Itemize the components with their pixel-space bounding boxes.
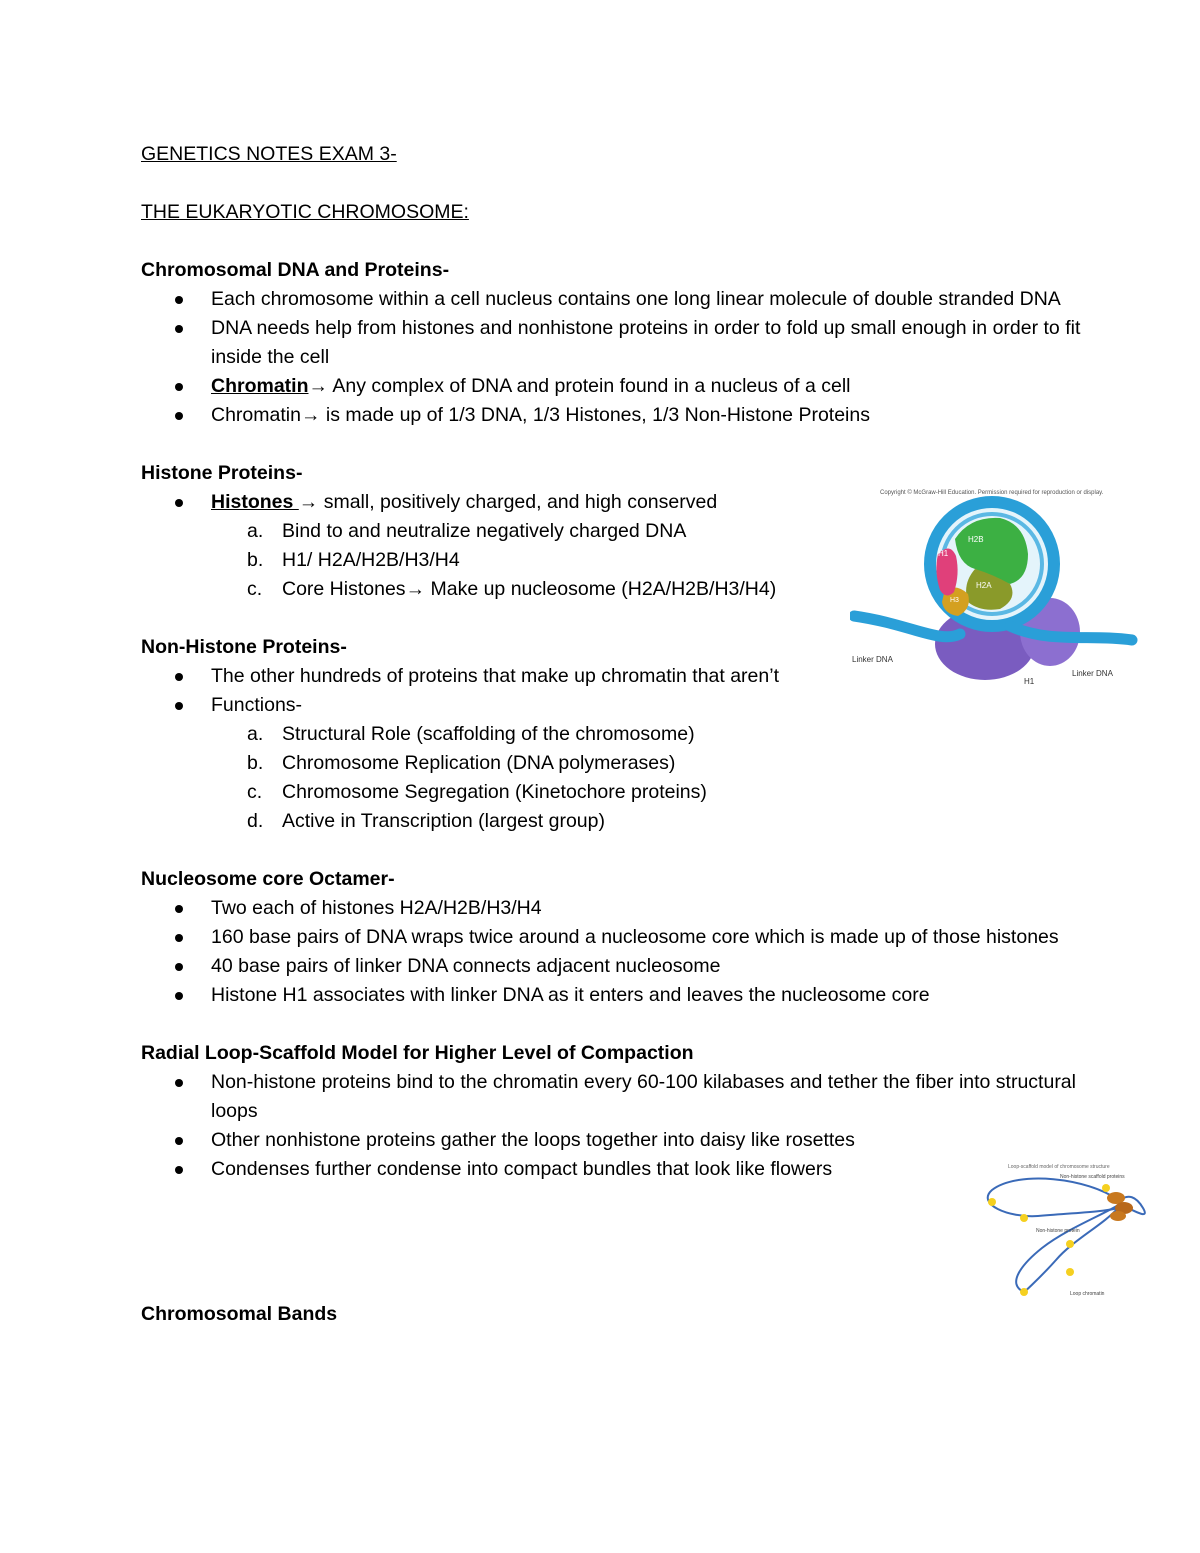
nonhistone-dot — [1066, 1240, 1074, 1248]
label-linker-dna-right: Linker DNA — [1072, 669, 1113, 678]
section-title-non-histone-proteins: Non-Histone Proteins- — [141, 636, 347, 658]
section-title-histone-proteins: Histone Proteins- — [141, 462, 303, 484]
arrow-icon: → — [300, 404, 321, 426]
list-item: b. Chromosome Replication (DNA polymerases) — [247, 752, 676, 774]
chromatin-loop — [1016, 1204, 1120, 1293]
list-item: 40 base pairs of linker DNA connects adjacent nucleosome — [211, 952, 1101, 981]
chromatin-loop — [988, 1179, 1118, 1217]
list-item: c. Core Histones→ Make up nucleosome (H2A/H2B/H3/H4) — [247, 578, 777, 600]
list-item: Histones → small, positively charged, and high conserved — [211, 488, 1101, 517]
loop-scaffold-figure — [978, 1160, 1153, 1300]
list-item: Other nonhistone proteins gather the loops together into daisy like rosettes — [211, 1126, 1101, 1155]
label-h3: H3 — [950, 597, 959, 604]
arrow-icon: → — [405, 578, 426, 600]
section-title-nucleosome-core: Nucleosome core Octamer- — [141, 868, 395, 890]
list-item: c. Chromosome Segregation (Kinetochore proteins) — [247, 781, 707, 803]
arrow-icon: → — [308, 375, 328, 397]
list-item: Chromatin→ is made up of 1/3 DNA, 1/3 Histones, 1/3 Non-Histone Proteins — [211, 401, 1101, 430]
nonhistone-dot — [988, 1198, 996, 1206]
list-item: Functions- — [211, 691, 1101, 720]
section-list-nucleosome — [141, 894, 1101, 1010]
list-item: a. Bind to and neutralize negatively charged DNA — [247, 520, 687, 542]
list-item: Chromatin→ Any complex of DNA and protein found in a nucleus of a cell — [211, 372, 1101, 401]
section-list-chromosomal-dna — [141, 285, 1101, 430]
term-chromatin: Chromatin — [211, 375, 309, 397]
page-title: GENETICS NOTES EXAM 3- — [141, 143, 397, 165]
list-item: Two each of histones H2A/H2B/H3/H4 — [211, 894, 1101, 923]
sublist-functions — [141, 720, 1101, 836]
section-list-radial-loop — [141, 1068, 1101, 1184]
section-title-chromosomal-dna: Chromosomal DNA and Proteins- — [141, 259, 450, 281]
list-item: d. Active in Transcription (largest group) — [247, 810, 605, 832]
label-h2b: H2B — [968, 535, 984, 544]
label-scaffold: Non-histone scaffold proteins — [1060, 1174, 1125, 1180]
nonhistone-dot — [1102, 1184, 1110, 1192]
label-linker-dna-left: Linker DNA — [852, 655, 893, 664]
label-h1-bottom: H1 — [1024, 677, 1035, 686]
section-title-chromosomal-bands: Chromosomal Bands — [141, 1303, 338, 1325]
figure-caption: Loop-scaffold model of chromosome structure — [1008, 1164, 1110, 1170]
document-body — [141, 140, 1101, 1329]
scaffold-protein-shape — [1110, 1211, 1126, 1221]
figure-copyright: Copyright © McGraw-Hill Education. Permission required for reproduction or display. — [880, 490, 1104, 496]
list-item: Histone H1 associates with linker DNA as it enters and leaves the nucleosome core — [211, 981, 1101, 1010]
label-loop: Loop chromatin — [1070, 1291, 1105, 1297]
section-title-radial-loop: Radial Loop-Scaffold Model for Higher Level of Compaction — [141, 1042, 694, 1064]
term-histones: Histones — [211, 491, 299, 513]
page-subtitle: THE EUKARYOTIC CHROMOSOME: — [141, 201, 469, 223]
nucleosome-figure — [850, 484, 1140, 694]
list-item: 160 base pairs of DNA wraps twice around a nucleosome core which is made up of those histones — [211, 923, 1101, 952]
list-item: DNA needs help from histones and nonhistone proteins in order to fold up small enough in order to fit inside the cell — [211, 314, 1101, 372]
nonhistone-dot — [1066, 1268, 1074, 1276]
label-h2a: H2A — [976, 581, 992, 590]
list-item: Each chromosome within a cell nucleus contains one long linear molecule of double stranded DNA — [211, 285, 1101, 314]
label-h1-top: H1 — [938, 549, 949, 558]
list-item: a. Structural Role (scaffolding of the chromosome) — [247, 723, 695, 745]
list-item: Condenses further condense into compact bundles that look like flowers — [211, 1155, 1101, 1184]
nonhistone-dot — [1020, 1214, 1028, 1222]
nonhistone-dot — [1020, 1288, 1028, 1296]
list-item: The other hundreds of proteins that make up chromatin that aren’t — [211, 662, 1101, 691]
arrow-icon: → — [298, 491, 319, 513]
label-nonhistone: Non-histone protein — [1036, 1228, 1080, 1234]
list-item: b. H1/ H2A/H2B/H3/H4 — [247, 549, 460, 571]
list-item: Non-histone proteins bind to the chromatin every 60-100 kilabases and tether the fiber into structural loops — [211, 1068, 1101, 1126]
